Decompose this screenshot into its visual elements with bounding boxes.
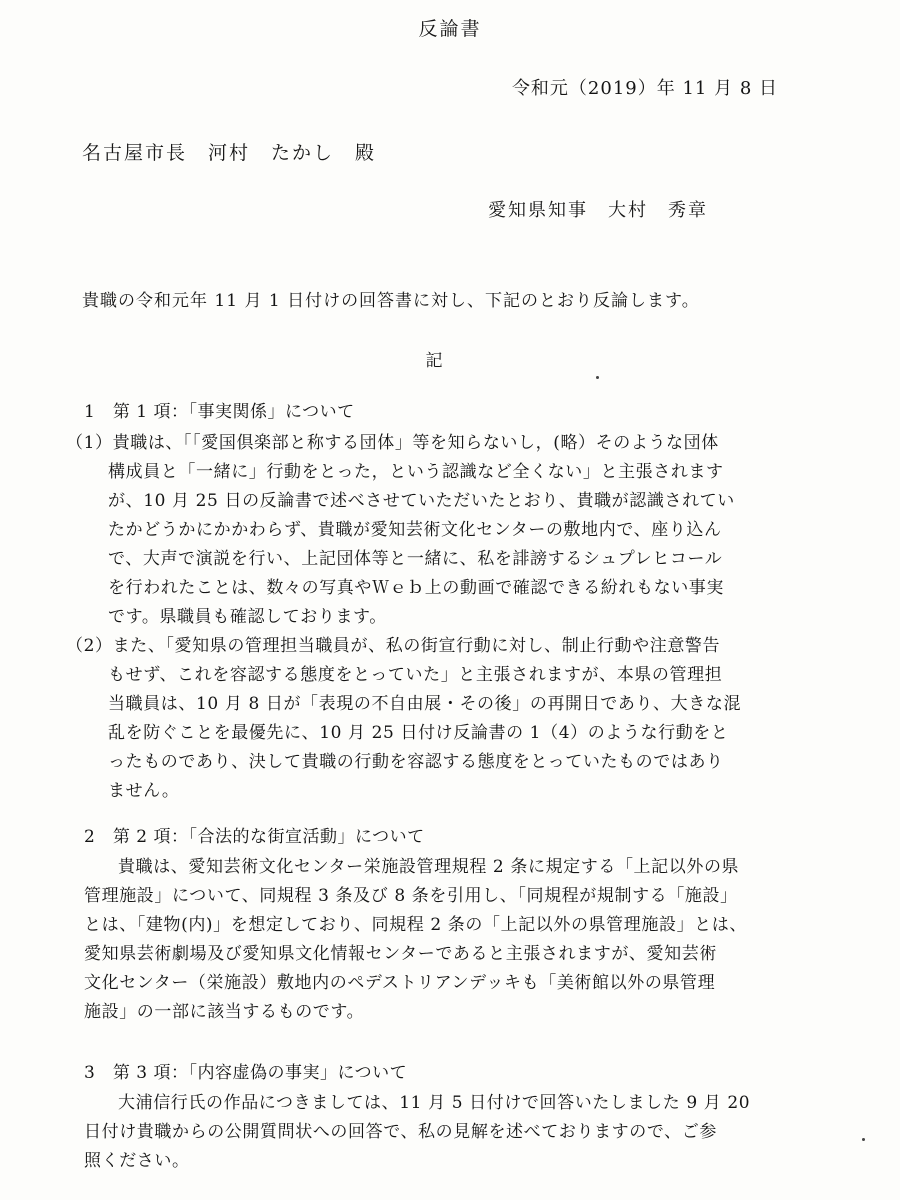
section-1-item-1-line: が、10 月 25 日の反論書で述べさせていただいたとおり、貴職が認識されてい — [108, 491, 735, 511]
section-1-item-2-line: ったものであり、決して貴職の行動を容認する態度をとっていたものではあり — [108, 752, 724, 772]
document-date: 令和元（2019）年 11 月 8 日 — [511, 78, 778, 99]
section-2-line: 愛知県芸術劇場及び愛知県文化情報センターであると主張されますが、愛知芸術 — [84, 944, 717, 964]
section-3-heading: 3 第 3 項：「内容虚偽の事実」について — [84, 1063, 408, 1083]
scan-speck — [862, 1138, 865, 1141]
section-1-item-1-line: （1）貴職は、「「愛国倶楽部と称する団体」等を知らないし，(略）そのような団体 — [66, 433, 719, 453]
section-1-item-2-line: 乱を防ぐことを最優先に、10 月 25 日付け反論書の 1（4）のような行動をと — [108, 723, 729, 743]
sender: 愛知県知事 大村 秀章 — [488, 200, 708, 221]
section-2-line: とは、「建物(内)」を想定しており、同規程 2 条の「上記以外の県管理施設」とは、 — [84, 915, 747, 935]
addressee: 名古屋市長 河村 たかし 殿 — [82, 142, 377, 164]
section-1-item-2-line: もせず、これを容認する態度をとっていた」と主張されますが、本県の管理担 — [108, 665, 723, 685]
section-2-line: 文化センター（栄施設）敷地内のペデストリアンデッキも「美術館以外の県管理 — [84, 973, 716, 993]
section-1-item-1-line: たかどうかにかかわらず、貴職が愛知芸術文化センターの敷地内で、座り込ん — [108, 520, 722, 540]
ki-heading: 記 — [425, 351, 443, 371]
section-2-line: 施設」の一部に該当するものです。 — [84, 1002, 365, 1022]
section-1-item-1-line: で、大声で演説を行い、上記団体等と一緒に、私を誹謗するシュプレヒコール — [108, 549, 723, 569]
section-3-line: 日付け貴職からの公開質問状への回答で、私の見解を述べておりますので、ご参 — [84, 1122, 717, 1142]
section-1-heading: 1 第 1 項：「事実関係」について — [84, 402, 355, 422]
section-3-line: 照ください。 — [84, 1151, 190, 1171]
section-1-item-2-line: 当職員は、10 月 8 日が「表現の不自由展・その後」の再開日であり、大きな混 — [108, 694, 742, 714]
section-3-line: 大浦信行氏の作品につきましては、11 月 5 日付けで回答いたしました 9 月 20 — [118, 1093, 751, 1113]
section-2-line: 貴職は、愛知芸術文化センター栄施設管理規程 2 条に規定する「上記以外の県 — [118, 857, 740, 877]
document-title: 反論書 — [418, 18, 482, 40]
section-1-item-1-line: を行われたことは、数々の写真やＷｅｂ上の動画で確認できる紛れもない事実 — [108, 578, 724, 598]
section-2-line: 管理施設」について、同規程 3 条及び 8 条を引用し、「同規程が規制する「施設」 — [84, 886, 738, 906]
section-1-item-2-line: ません。 — [108, 781, 180, 801]
scan-speck — [596, 376, 599, 379]
section-1-item-2-line: （2）また、「愛知県の管理担当職員が、私の街宣行動に対し、制止行動や注意警告 — [66, 636, 721, 656]
section-1-item-1-line: 構成員と「一緒に」行動をとった，という認識など全くない」と主張されます — [108, 462, 724, 482]
intro-paragraph: 貴職の令和元年 11 月 1 日付けの回答書に対し、下記のとおり反論します。 — [82, 291, 700, 311]
section-2-heading: 2 第 2 項：「合法的な街宣活動」について — [84, 827, 425, 847]
section-1-item-1-line: です。県職員も確認しております。 — [108, 607, 387, 627]
